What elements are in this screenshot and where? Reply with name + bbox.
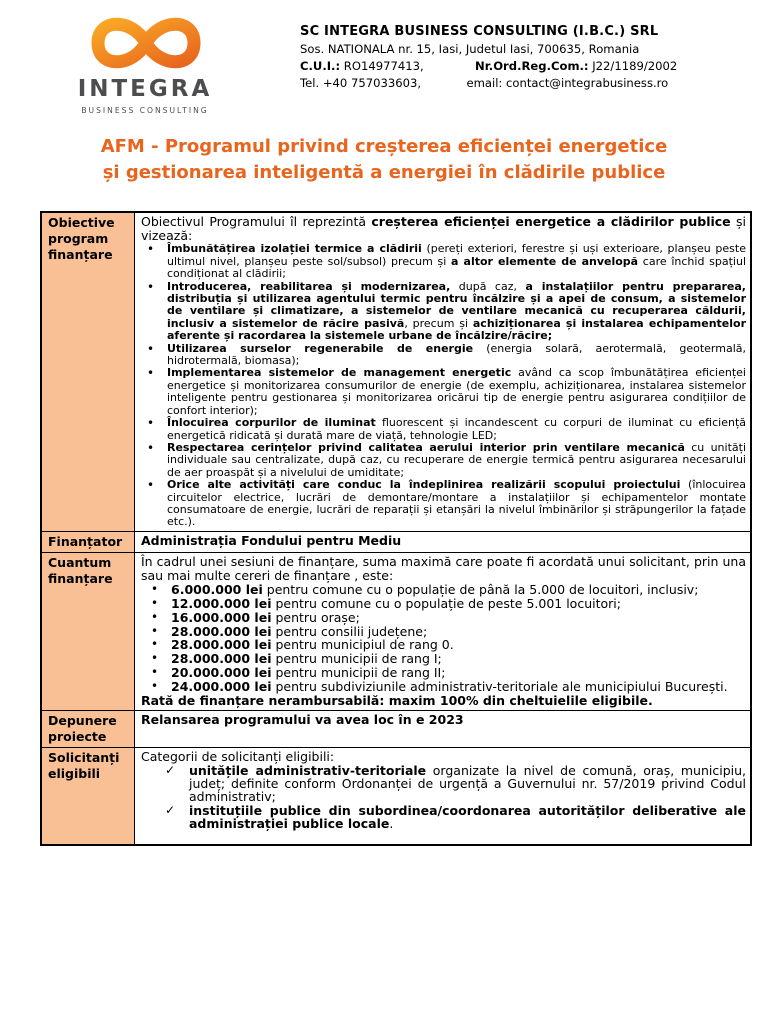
list-item: ✓ instituțiile publice din subordinea/coordonarea autorităților deliberative ale administrației publice locale.: [189, 804, 746, 830]
cuantum-intro: În cadrul unei sesiuni de finanțare, suma maximă care poate fi acordată unui solicitant, prin una sau mai multe cereri de finanțare , este:: [141, 553, 746, 583]
list-item: • Implementarea sistemelor de management energetic având ca scop îmbunătățirea eficienței energetice și monitorizarea consumurilor de energie (de exemplu, achiziționarea, instalarea sistemelor inteligente pentru gestionarea și monitorizarea oricărui tip de energie pentru asigurarea condițiilor de confort interior);: [167, 367, 746, 417]
row-solicitanti: [41, 747, 751, 845]
nrord-value: J22/1189/2002: [588, 59, 678, 73]
row-cuantum: [41, 552, 751, 710]
list-item: • Orice alte activități care conduc la îndeplinirea realizării scopului proiectului (înlocuirea circuitelor electrice, lucrări de demontare/montare a instalațiilor și echipamentelor montate consumatoare de energie, lucrări de reparații și etanșări la nivelul îmbinărilor și străpungerilor la fațade etc.).: [167, 479, 746, 529]
list-item: • 28.000.000 lei pentru consilii județene;: [171, 625, 746, 639]
list-item: • 6.000.000 lei pentru comune cu o populație de până la 5.000 de locuitori, inclusiv;: [171, 583, 746, 597]
list-item: • 20.000.000 lei pentru municipii de rang II;: [171, 666, 746, 680]
title-line-1: AFM - Programul privind creșterea eficienței energetice: [100, 136, 668, 157]
company-address: Sos. NATIONALA nr. 15, Iasi, Judetul Iasi, 700635, Romania: [300, 42, 640, 56]
company-registration: [300, 59, 688, 73]
solicitanti-list: [141, 764, 746, 830]
intro-end: și vizează:: [141, 214, 746, 244]
company-info: [300, 24, 688, 90]
list-item: • Respectarea cerințelor privind calitatea aerului interior prin ventilare mecanică cu unități individuale sau centralizate, după caz, cu recuperare de energie termică pentru asigurarea necesarului de aer proaspăt și a nivelului de umiditate;: [167, 442, 746, 479]
company-logo: [70, 12, 240, 115]
logo-wordmark: INTEGRA: [77, 76, 213, 102]
cui-value: RO14977413,: [340, 59, 424, 73]
label-finantator: Finanțator: [41, 531, 135, 552]
solicitanti-intro: Categorii de solicitanți eligibili:: [141, 748, 335, 764]
intro-text: Obiectivul Programului îl reprezintă: [141, 214, 372, 229]
finantator-value: Administrația Fondului pentru Mediu: [141, 532, 402, 548]
depunere-value: Relansarea programului va avea loc în e 2023: [141, 711, 464, 727]
list-item: • 28.000.000 lei pentru municipiul de rang 0.: [171, 638, 746, 652]
label-solicitanti: Solicitanți eligibili: [41, 747, 135, 845]
cui-label: C.U.I.:: [300, 59, 341, 73]
label-obiective: Obiective program finanțare: [41, 212, 135, 531]
content-obiective: [135, 212, 752, 531]
obiective-list: [141, 243, 746, 528]
list-item: • Utilizarea surselor regenerabile de energie (energia solară, aerotermală, geotermală, hidrotermală, biomasa);: [167, 343, 746, 368]
row-depunere: [41, 710, 751, 747]
list-item: • 24.000.000 lei pentru subdiviziunile administrativ-teritoriale ale municipiului București.: [171, 680, 746, 694]
list-item: • 12.000.000 lei pentru comune cu o populație de peste 5.001 locuitori;: [171, 597, 746, 611]
company-name: SC INTEGRA BUSINESS CONSULTING (I.B.C.) SRL: [300, 24, 659, 39]
list-item: • 16.000.000 lei pentru orașe;: [171, 611, 746, 625]
content-cuantum: [135, 552, 752, 710]
cuantum-rate: Rată de finanțare nerambursabilă: maxim 100% din cheltuielile eligibile.: [141, 692, 653, 708]
cuantum-list: [141, 583, 746, 693]
obiective-intro: [141, 215, 746, 243]
infinity-logo-icon: [84, 12, 208, 74]
list-item: • 28.000.000 lei pentru municipii de rang I;: [171, 652, 746, 666]
intro-bold: creșterea eficienței energetice a clădirilor publice: [371, 214, 731, 229]
list-item: ✓ unitățile administrativ-teritoriale organizate la nivel de comună, oraș, municipiu, județ; definite conform Ordonanței de urgență a Guvernului nr. 57/2019 privind Codul administrativ;: [189, 764, 746, 804]
row-finantator: [41, 531, 751, 552]
logo-subtitle: BUSINESS CONSULTING: [81, 106, 209, 115]
company-phone: Tel. +40 757033603,: [300, 76, 422, 90]
nrord-label: Nr.Ord.Reg.Com.:: [475, 59, 589, 73]
list-item: • Introducerea, reabilitarea și modernizarea, după caz, a instalațiilor pentru prepararea, distribuția și utilizarea agentului termic pentru încălzire și a apei de consum, a sistemelor de ventilare și climatizare, a sistemelor de ventilare mecanică cu recuperarea căldurii, inclusiv a sistemelor de răcire pasivă, precum și achiziționarea și instalarea echipamentelor aferente și racordarea la sistemele urbane de încălzire/răcire;: [167, 281, 746, 343]
company-contact: [300, 76, 688, 90]
company-email[interactable]: email: contact@integrabusiness.ro: [466, 76, 669, 90]
label-cuantum: Cuantum finanțare: [41, 552, 135, 710]
list-item: • Înlocuirea corpurilor de iluminat fluorescent și incandescent cu corpuri de iluminat cu eficiență energetică ridicată și durată mare de viață, tehnologie LED;: [167, 417, 746, 442]
row-obiective: [41, 212, 751, 531]
program-table: [40, 211, 752, 846]
page-title: [40, 134, 728, 186]
label-depunere: Depunere proiecte: [41, 710, 135, 747]
content-solicitanti: [135, 747, 752, 845]
content-depunere: [135, 710, 752, 747]
list-item: • Îmbunătățirea izolației termice a clădirii (pereți exteriori, ferestre și uși exterioare, planșeu peste ultimul nivel, planșeu peste sol/subsol) precum și a altor elemente de anvelopă care închid spațiul condiționat al clădirii;: [167, 243, 746, 280]
content-finantator: [135, 531, 752, 552]
title-line-2: și gestionarea inteligentă a energiei în clădirile publice: [102, 162, 666, 183]
